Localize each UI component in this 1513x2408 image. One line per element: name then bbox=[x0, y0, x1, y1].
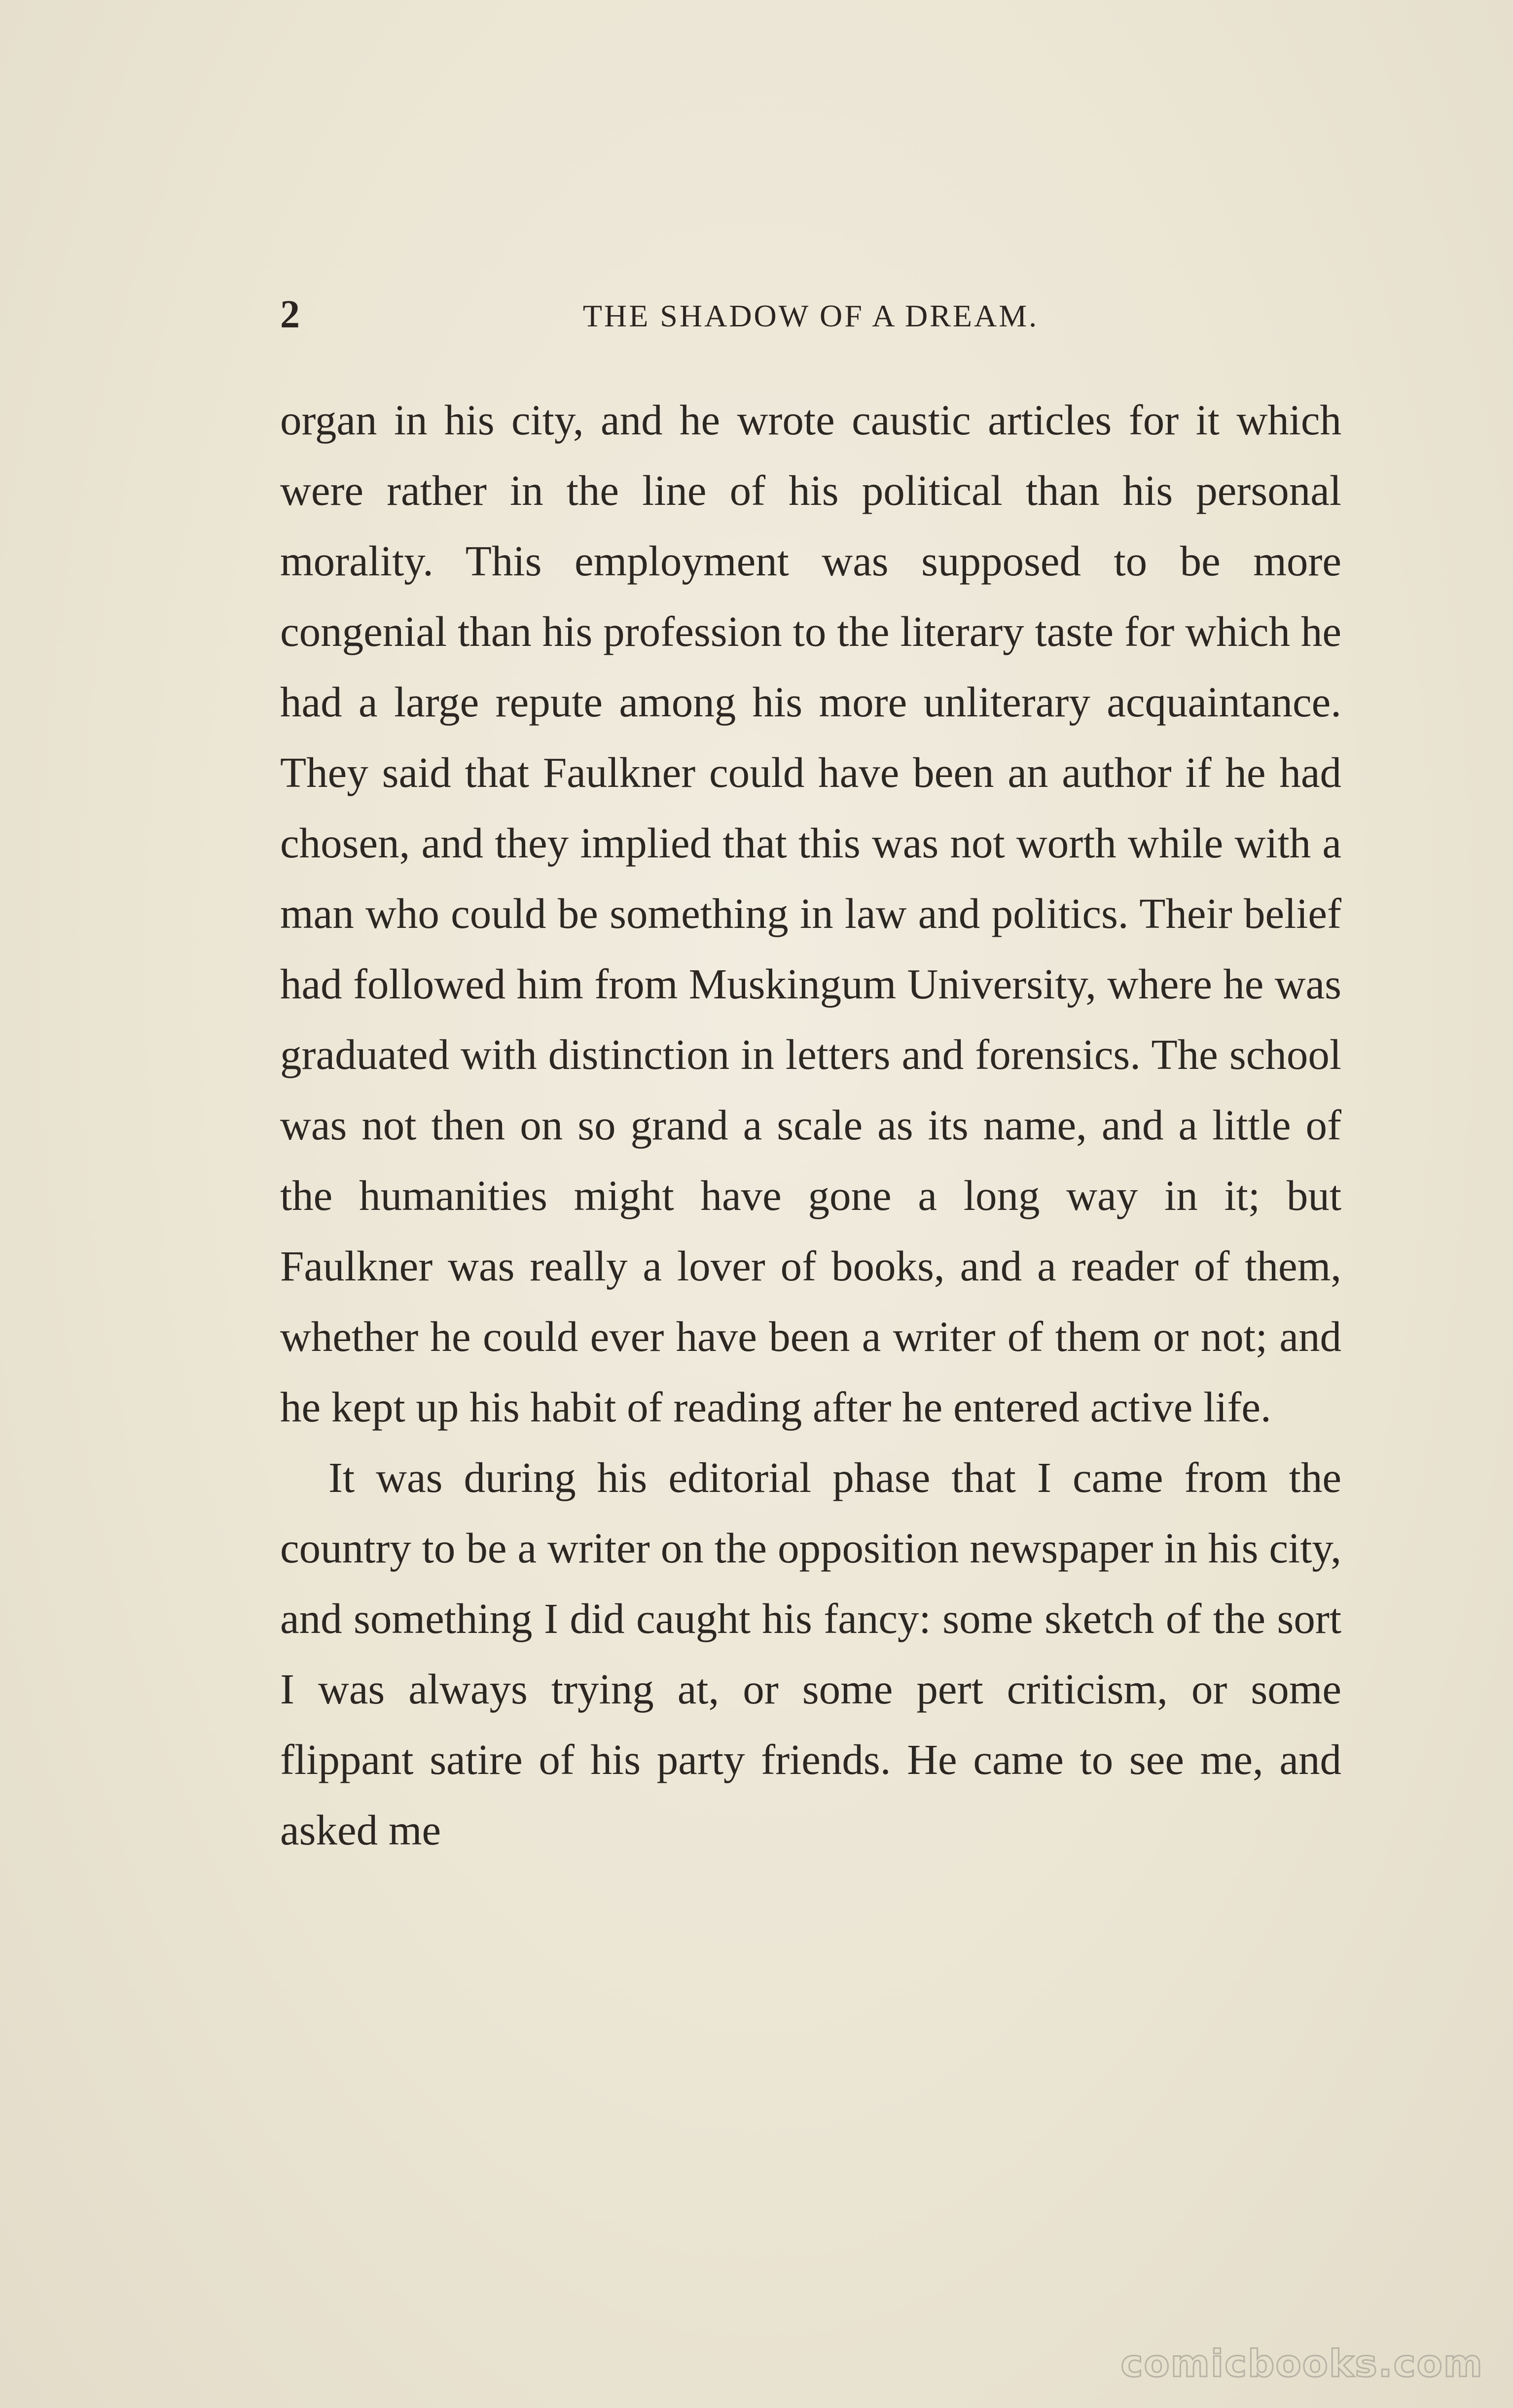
body-text bbox=[280, 385, 1341, 1865]
watermark: comicbooks.com bbox=[1120, 2341, 1483, 2385]
page-number: 2 bbox=[280, 293, 300, 336]
paragraph-continued: organ in his city, and he wrote caustic articles for it which were rather in the line of his political than his personal morality. This employment was supposed to be more congenial than his profession to the literary taste for which he had a large repute among his more unliterary acquaintance. They said that Faulkner could have been an author if he had chosen, and they implied that this was not worth while with a man who could be something in law and politics. Their belief had followed him from Muskingum University, where he was graduated with distinction in letters and forensics. The school was not then on so grand a scale as its name, and a little of the humanities might have gone a long way in it; but Faulkner was really a lover of books, and a reader of them, whether he could ever have been a writer of them or not; and he kept up his habit of reading after he entered active life. bbox=[280, 396, 1341, 1431]
page-header bbox=[280, 290, 1341, 339]
running-title: THE SHADOW OF A DREAM. bbox=[582, 298, 1039, 333]
paragraph: It was during his editorial phase that I came from the country to be a writer on the opposition newspaper in his city, and something I did caught his fancy: some sketch of the sort I was always trying at, or some pert criticism, or some flippant satire of his party friends. He came to see me, and asked me bbox=[280, 1453, 1341, 1854]
